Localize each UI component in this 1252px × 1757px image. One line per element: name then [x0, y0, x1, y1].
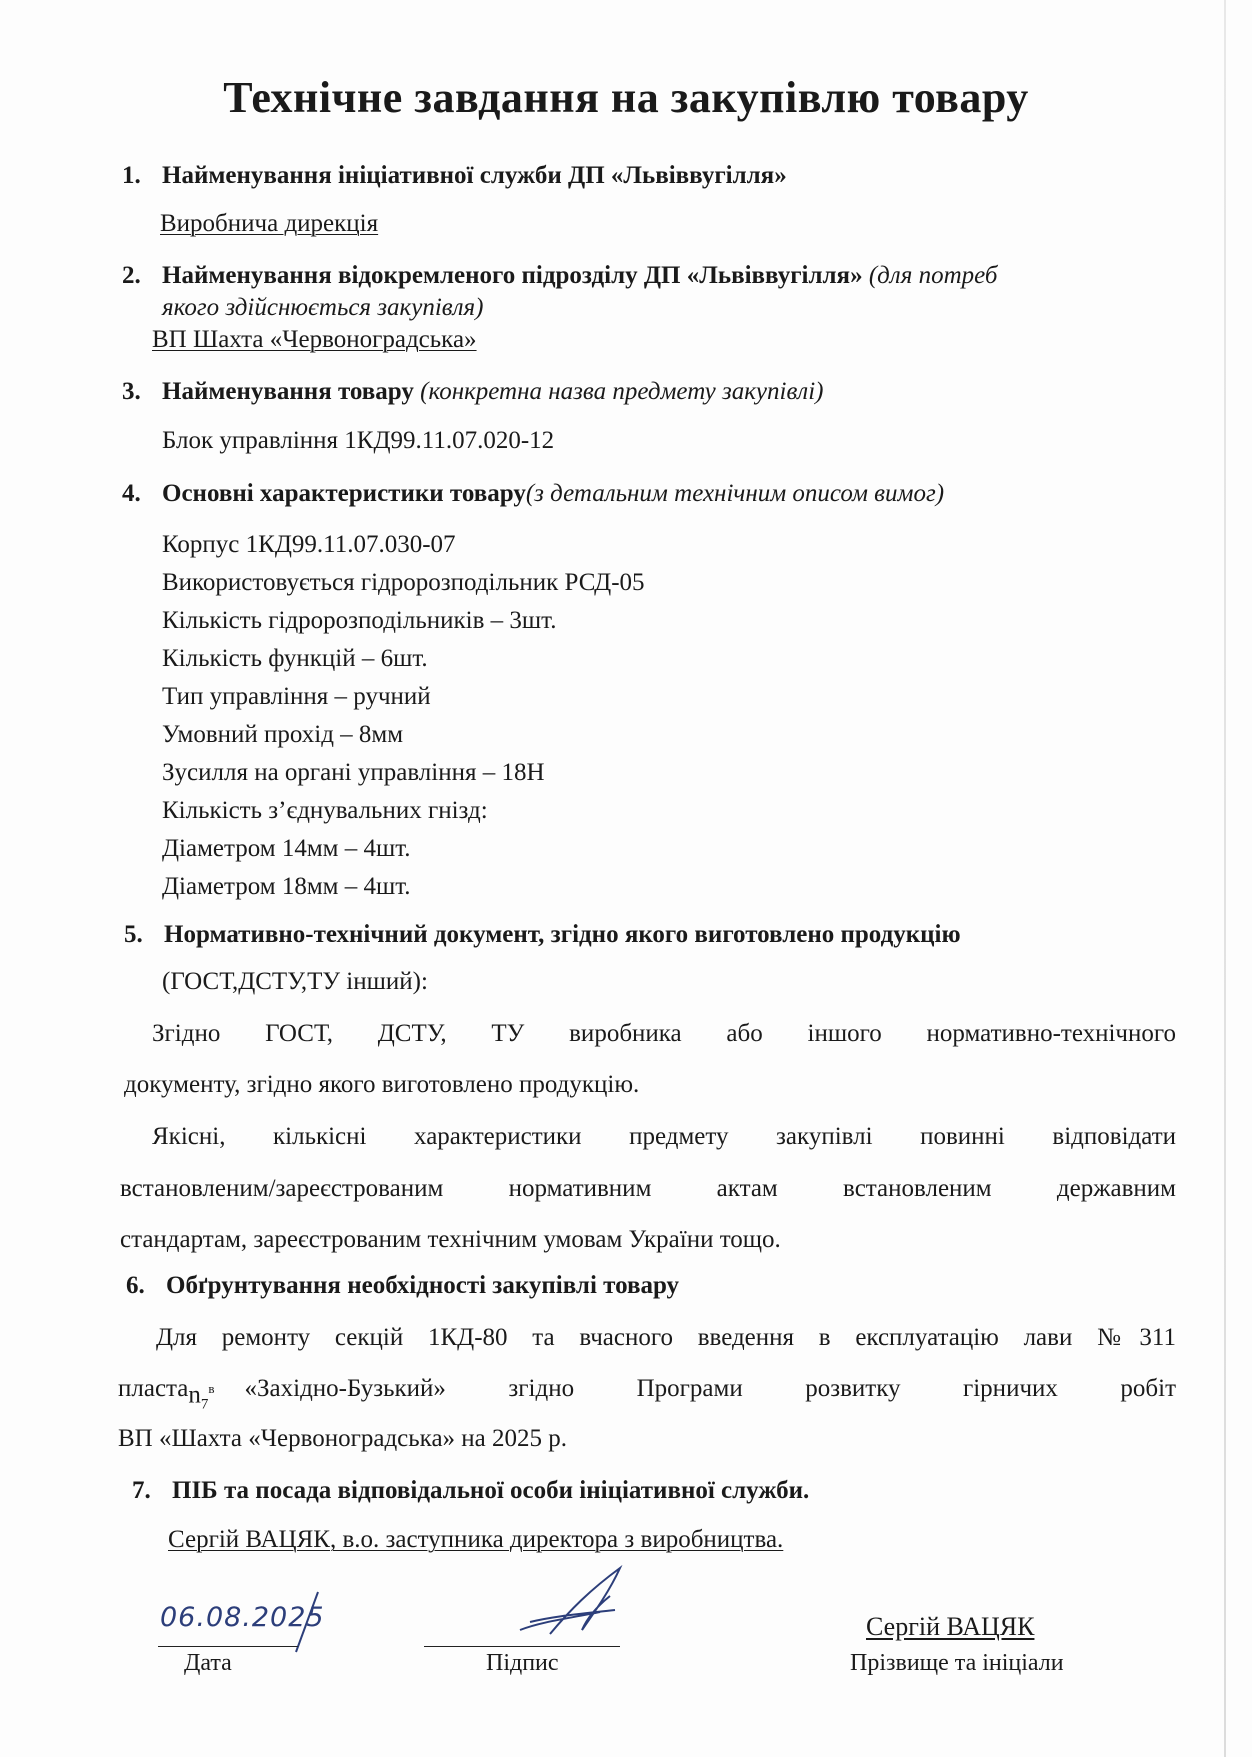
- section-2-value: ВП Шахта «Червоноградська»: [152, 326, 477, 353]
- signature-scribble: [500, 1560, 640, 1650]
- section-2-title: Найменування відокремленого підрозділу ДП «Львіввугілля»: [162, 262, 863, 289]
- section-7-heading: [132, 1475, 809, 1507]
- spec-item: Зусилля на органі управління – 18Н: [162, 759, 545, 786]
- section-6-line2: [118, 1373, 1176, 1420]
- signatory-name: Сергій ВАЦЯК: [866, 1612, 1035, 1641]
- spec-item: Кількість функцій – 6шт.: [162, 645, 428, 672]
- section-3-heading: [122, 376, 823, 408]
- spec-item: Тип управління – ручний: [162, 683, 431, 710]
- section-5-number: 5.: [124, 921, 143, 948]
- handwritten-date: 06.08.2025: [160, 1602, 325, 1633]
- spec-item: Використовується гідророзподільник РСД-05: [162, 569, 645, 596]
- section-3-note: (конкретна назва предмету закупівлі): [420, 378, 824, 405]
- section-1-heading: [122, 160, 787, 192]
- section-4-note: (з детальним технічним описом вимог): [525, 480, 945, 507]
- signature-label: Підпис: [486, 1650, 559, 1676]
- section-1-title: Найменування ініціативної служби ДП «Львіввугілля»: [162, 162, 787, 189]
- section-1-number: 1.: [122, 162, 141, 189]
- section-3-title: Найменування товару: [162, 378, 414, 405]
- section-4-heading: [122, 478, 944, 510]
- section-5-heading: [124, 919, 961, 951]
- section-5-para1-line1: Згідно ГОСТ, ДСТУ, ТУ виробника або іншого нормативно-технічного: [152, 1020, 1176, 1047]
- section-5-subheading: (ГОСТ,ДСТУ,ТУ інший):: [162, 968, 428, 995]
- section-6-heading: [126, 1270, 679, 1302]
- section-7-title: ПІБ та посада відповідальної особи ініціативної служби.: [172, 1477, 810, 1504]
- spec-item: Діаметром 14мм – 4шт.: [162, 835, 411, 862]
- signature-line: [424, 1646, 620, 1647]
- spec-item: Умовний прохід – 8мм: [162, 721, 404, 748]
- section-5-para2-line1: Якісні, кількісні характеристики предмету закупівлі повинні відповідати: [152, 1123, 1176, 1150]
- section-5-para1-line2: документу, згідно якого виготовлено продукцію.: [124, 1071, 640, 1098]
- section-7-value: Сергій ВАЦЯК, в.о. заступника директора з виробництва.: [168, 1526, 784, 1553]
- date-slash-mark: [288, 1588, 328, 1658]
- section-4-number: 4.: [122, 480, 141, 507]
- section-6-plast-label: пласта: [118, 1375, 189, 1402]
- section-2-number: 2.: [122, 262, 141, 289]
- seam-index: $n_7^в$: [188, 1381, 215, 1413]
- section-6-line3: ВП «Шахта «Червоноградська» на 2025 р.: [118, 1425, 568, 1452]
- name-label: Прізвище та ініціали: [850, 1650, 1064, 1676]
- section-2-heading: [122, 260, 997, 292]
- date-line: [158, 1646, 298, 1647]
- spec-item: Кількість гідророзподільників – 3шт.: [162, 607, 557, 634]
- section-2-note: (для потреб: [868, 262, 998, 289]
- spec-item: Корпус 1КД99.11.07.030-07: [162, 531, 456, 558]
- section-3-value: Блок управління 1КД99.11.07.020-12: [162, 427, 555, 454]
- section-4-title: Основні характеристики товару: [162, 480, 526, 507]
- section-6-line1: Для ремонту секцій 1КД-80 та вчасного введення в експлуатацію лави №311: [156, 1324, 1176, 1351]
- section-1-value: Виробнича дирекція: [160, 210, 379, 237]
- section-6-number: 6.: [126, 1272, 145, 1299]
- section-6-title: Обґрунтування необхідності закупівлі товару: [166, 1272, 680, 1299]
- section-6-line2-rest: «Західно-Бузький» згідно Програми розвитку гірничих робіт: [244, 1375, 1176, 1402]
- section-2-note-cont: якого здійснюється закупівля): [162, 294, 484, 321]
- section-5-para2-line3: стандартам, зареєстрованим технічним умовам України тощо.: [120, 1226, 781, 1253]
- spec-item: Кількість з’єднувальних гнізд:: [162, 797, 488, 824]
- document-title: Технічне завдання на закупівлю товару: [223, 73, 1029, 122]
- section-7-number: 7.: [132, 1477, 151, 1504]
- section-3-number: 3.: [122, 378, 141, 405]
- section-5-para2-line2: встановленим/зареєстрованим нормативним актам встановленим державним: [120, 1175, 1176, 1202]
- section-5-title: Нормативно-технічний документ, згідно якого виготовлено продукцію: [164, 921, 961, 948]
- scan-edge: [1224, 0, 1226, 1757]
- spec-item: Діаметром 18мм – 4шт.: [162, 873, 411, 900]
- date-label: Дата: [184, 1650, 232, 1676]
